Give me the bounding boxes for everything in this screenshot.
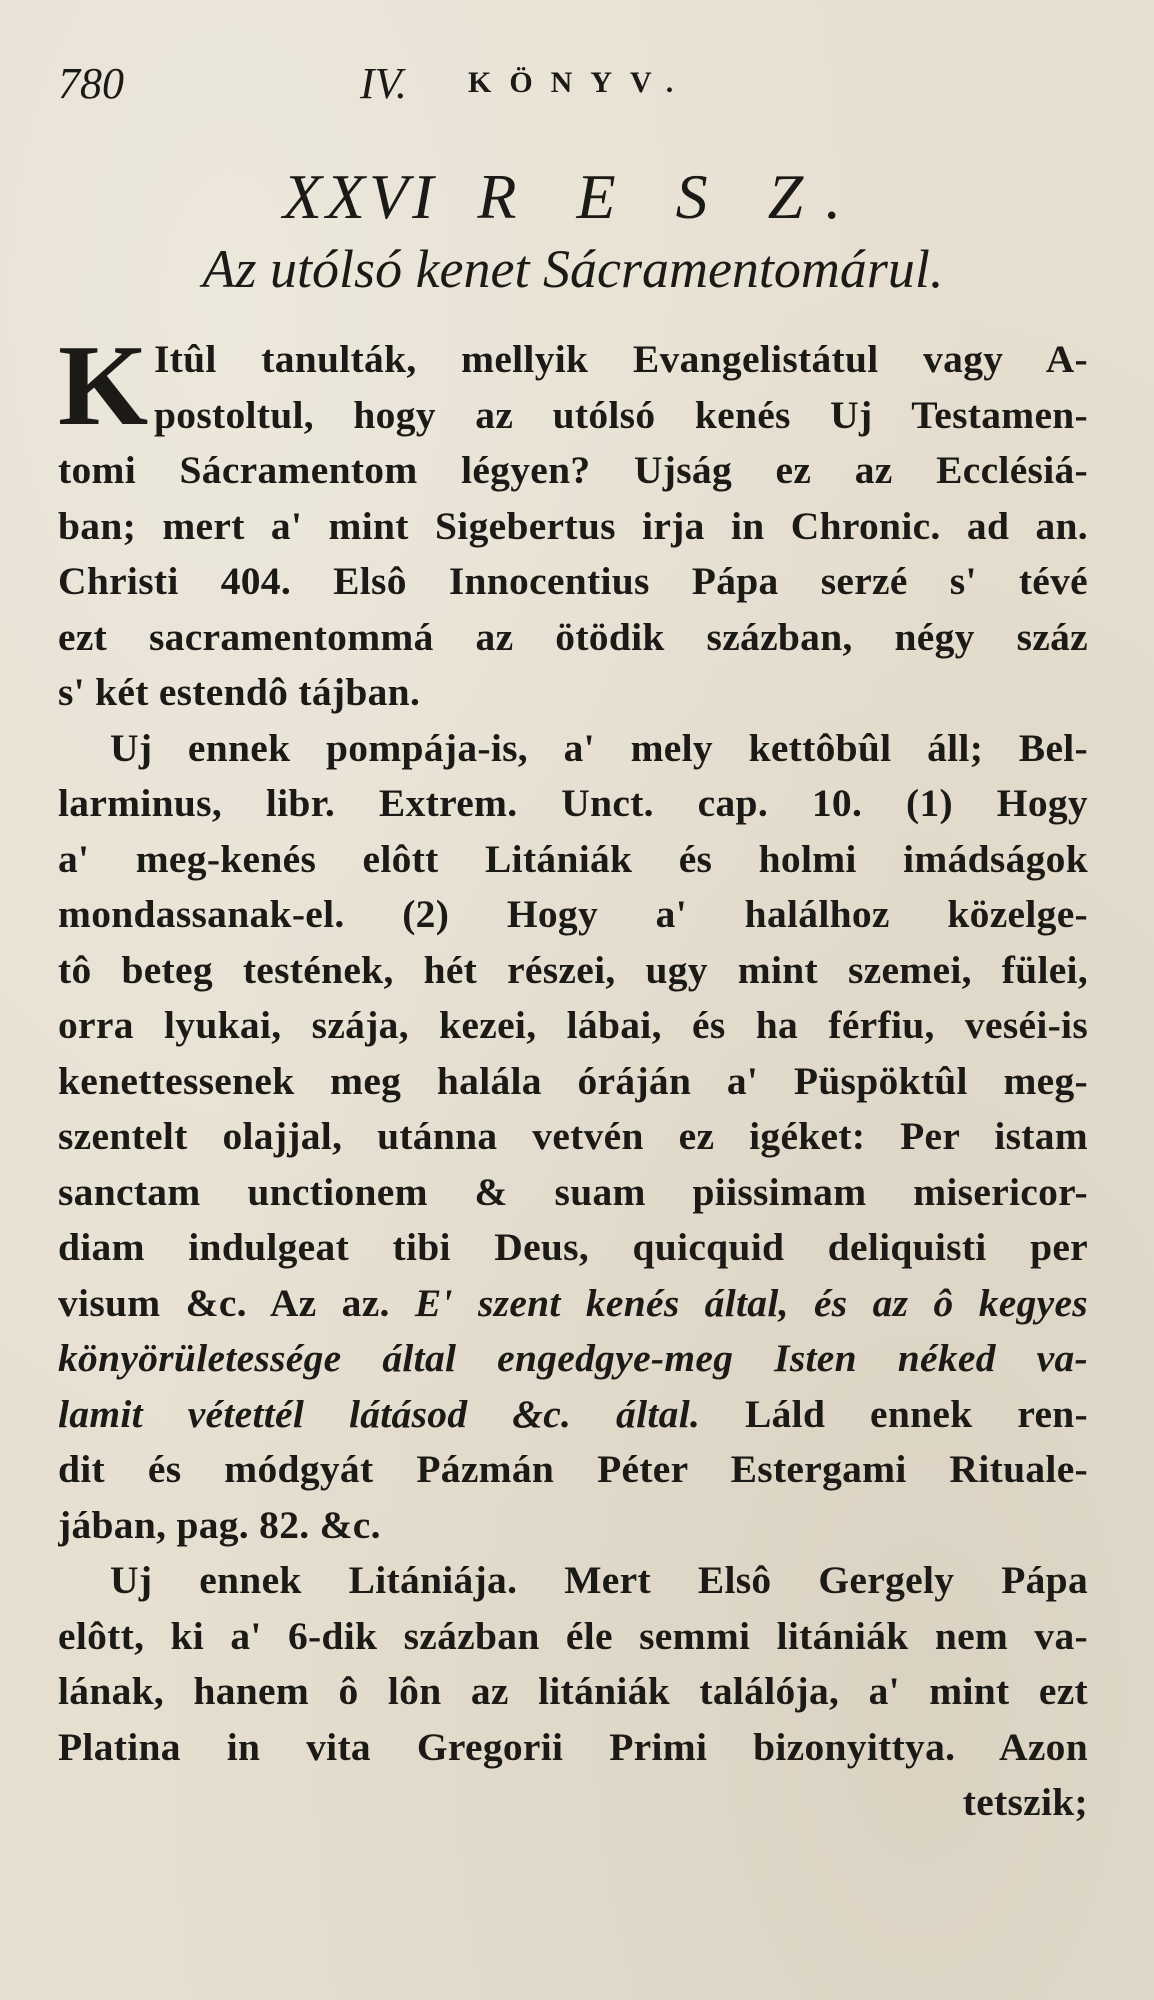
drop-cap: K	[58, 322, 149, 450]
text-line: könyörületessége által engedgye-meg Isten néked va-	[58, 1336, 1088, 1380]
page-number: 780	[58, 59, 124, 108]
text-line: orra lyukai, szája, kezei, lábai, és ha férfiu, veséi-is	[58, 1003, 1088, 1047]
text-line: szentelt olajjal, utánna vetvén ez igéket: Per istam	[58, 1114, 1088, 1158]
text-line: Platina in vita Gregorii Primi bizonyittya. Azon	[58, 1724, 1088, 1769]
running-head	[58, 58, 1088, 118]
text-line: postoltul, hogy az utólsó kenés Uj Testamen-	[154, 392, 1088, 437]
book-label: IV.	[360, 59, 407, 108]
chapter-numeral: XXVI	[282, 161, 438, 232]
text-line: s' két estendô tájban.	[58, 670, 421, 714]
body-text	[58, 322, 1088, 1831]
italic-segment: lamit vétettél látásod &c. által.	[58, 1391, 701, 1436]
text-line	[58, 1387, 1088, 1443]
text-line: kenettessenek meg halála óráján a' Püspöktûl meg-	[58, 1058, 1088, 1103]
text-line: ban; mert a' mint Sigebertus irja in Chronic. ad an.	[58, 503, 1088, 548]
text-segment: Láld ennek ren-	[744, 1391, 1088, 1436]
text-line: tomi Sácramentom légyen? Ujság ez az Ecclésiá-	[58, 448, 1088, 492]
catchword: tetszik;	[962, 1780, 1088, 1824]
text-line: sanctam unctionem & suam piissimam misericor-	[58, 1169, 1088, 1214]
text-line: Uj ennek Litániája. Mert Elsô Gergely Pápa	[110, 1558, 1088, 1602]
text-line	[58, 1276, 1088, 1332]
text-line: Christi 404. Elsô Innocentius Pápa serzé s' tévé	[58, 559, 1088, 603]
chapter-subtitle: Az utólsó kenet Sácramentomárul.	[202, 239, 944, 299]
chapter-word: R E S Z.	[477, 161, 864, 232]
text-line: elôtt, ki a' 6-dik százban éle semmi litániák nem va-	[58, 1613, 1088, 1658]
text-line: diam indulgeat tibi Deus, quicquid deliquisti per	[58, 1225, 1088, 1269]
book-name: KÖNYV.	[468, 66, 692, 99]
italic-segment: E' szent kenés által, és az ô kegyes	[414, 1280, 1088, 1325]
text-line: Itûl tanulták, mellyik Evangelistátul vagy A-	[154, 337, 1088, 381]
text-line: ezt sacramentommá az ötödik százban, négy száz	[58, 614, 1088, 659]
text-line: jában, pag. 82. &c.	[58, 1502, 381, 1547]
text-line: lának, hanem ô lôn az litániák találója, a' mint ezt	[58, 1669, 1088, 1713]
text-line: mondassanak-el. (2) Hogy a' halálhoz közelge-	[58, 892, 1088, 936]
text-line: a' meg-kenés elôtt Litániák és holmi imádságok	[58, 836, 1088, 881]
chapter-title	[58, 160, 1088, 234]
text-segment: visum &c. Az az.	[58, 1280, 390, 1325]
book-page	[58, 58, 1088, 1978]
text-line: tô beteg testének, hét részei, ugy mint szemei, fülei,	[58, 947, 1088, 992]
text-line: larminus, libr. Extrem. Unct. cap. 10. (1) Hogy	[58, 781, 1088, 825]
text-line: dit és módgyát Pázmán Péter Estergami Rituale-	[58, 1447, 1088, 1491]
text-line: Uj ennek pompája-is, a' mely kettôbûl áll; Bel-	[110, 725, 1088, 770]
